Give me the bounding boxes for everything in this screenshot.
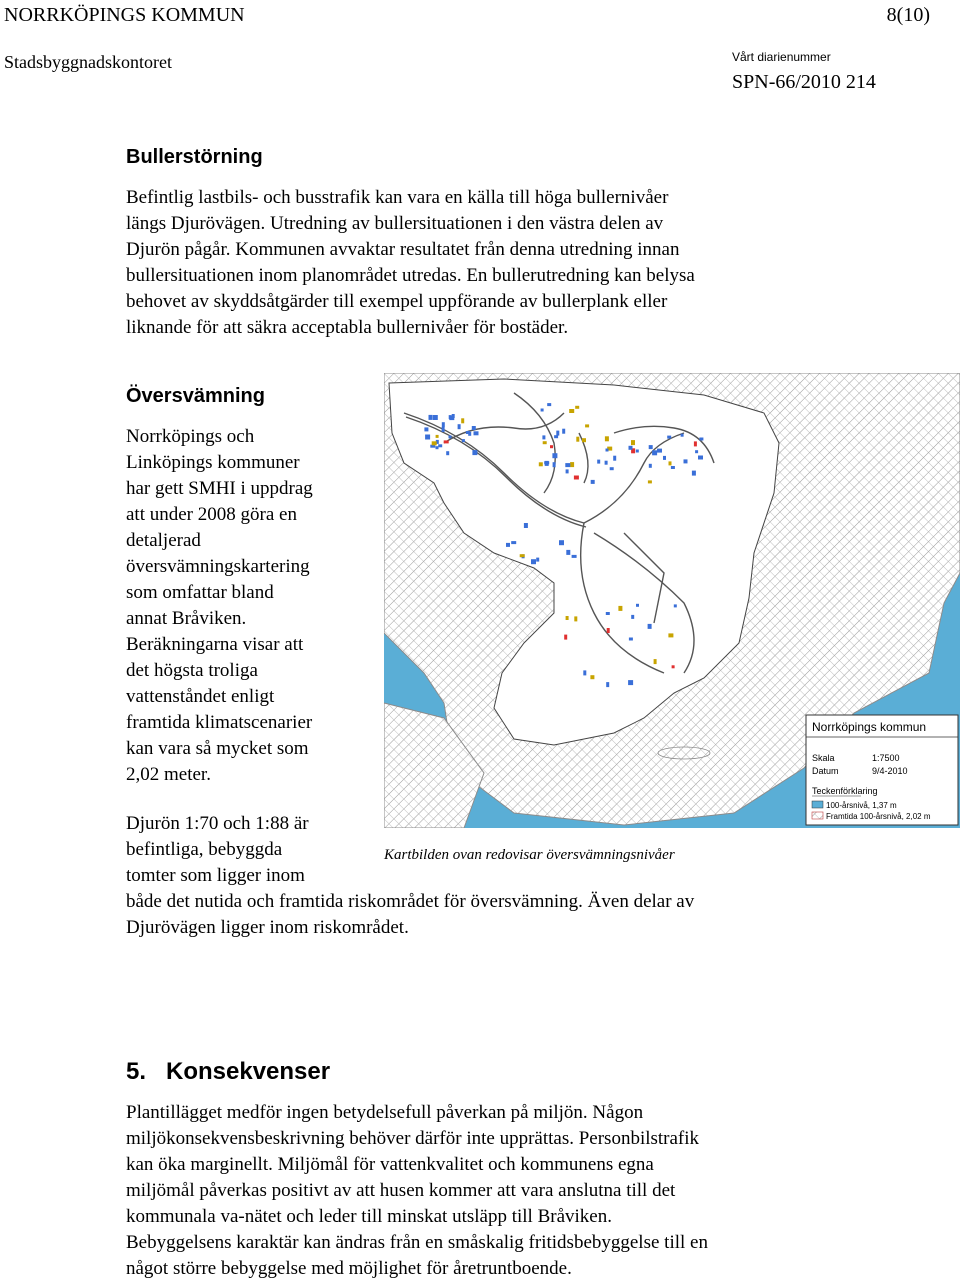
house-marker xyxy=(684,459,688,463)
house-marker xyxy=(536,558,539,562)
house-marker xyxy=(466,431,470,434)
text-line: Djurövägen ligger inom riskområdet. xyxy=(126,917,409,938)
house-marker xyxy=(458,424,461,429)
house-marker xyxy=(672,665,675,668)
house-marker xyxy=(446,451,449,455)
house-marker xyxy=(542,435,545,439)
house-marker xyxy=(442,427,445,432)
text-line: Plantillägget medför ingen betydelsefull påverkan på miljön. Någon xyxy=(126,1102,644,1123)
house-marker xyxy=(461,418,464,423)
text-line: något större bebyggelse med möjlighet för åretruntboende. xyxy=(126,1258,572,1279)
house-marker xyxy=(576,437,579,442)
office-name: Stadsbyggnadskontoret xyxy=(4,52,172,72)
section-heading-oversvamning: Översvämning xyxy=(126,385,265,407)
text-line: Djurön 1:70 och 1:88 är xyxy=(126,813,309,834)
house-marker xyxy=(657,449,662,453)
date-value: 9/4-2010 xyxy=(872,766,908,776)
house-marker xyxy=(575,406,579,409)
house-marker xyxy=(562,429,565,434)
house-marker xyxy=(569,409,574,413)
text-line: kan öka marginellt. Miljömål för vattenkvalitet och kommunens egna xyxy=(126,1154,654,1175)
text-line: framtida klimatscenarier xyxy=(126,712,313,733)
house-marker xyxy=(438,444,442,447)
house-marker xyxy=(667,436,671,439)
house-marker xyxy=(629,638,633,641)
house-marker xyxy=(520,554,525,557)
house-marker xyxy=(472,450,477,455)
house-marker xyxy=(649,464,652,468)
text-line: översvämningskartering xyxy=(126,556,310,577)
house-marker xyxy=(543,441,547,444)
house-marker xyxy=(449,435,452,438)
house-marker xyxy=(436,446,439,449)
legend-swatch-100ar xyxy=(812,801,823,808)
text-line: Bebyggelsens karaktär kan ändras från en småskalig fritidsbebyggelse till en xyxy=(126,1232,708,1253)
text-line: Beräkningarna visar att xyxy=(126,634,304,655)
house-marker xyxy=(572,555,577,558)
text-line: tomter som ligger inom xyxy=(126,865,305,886)
house-marker xyxy=(629,446,633,450)
text-line: Djurön pågår. Kommunen avvaktar resultatet från denna utredning innan xyxy=(126,239,680,260)
house-marker xyxy=(552,453,557,458)
house-marker xyxy=(631,615,634,619)
house-marker xyxy=(648,480,652,483)
text-line: det högsta troliga xyxy=(126,660,258,681)
flood-map xyxy=(384,373,960,828)
house-marker xyxy=(636,604,639,607)
section-heading-konsekvenser: Konsekvenser xyxy=(166,1058,331,1085)
legend-title: Norrköpings kommun xyxy=(812,720,927,734)
legend-heading: Teckenförklaring xyxy=(812,786,878,796)
house-marker xyxy=(628,680,633,685)
house-marker xyxy=(545,461,549,466)
house-marker xyxy=(692,471,696,476)
text-line: detaljerad xyxy=(126,530,201,551)
text-line: Befintlig lastbils- och busstrafik kan vara en källa till höga bullernivåer xyxy=(126,187,669,208)
house-marker xyxy=(648,624,652,629)
house-marker xyxy=(449,415,452,419)
map-caption: Kartbilden ovan redovisar översvämningsnivåer xyxy=(384,847,675,863)
map-legend xyxy=(806,715,958,825)
house-marker xyxy=(699,438,703,441)
text-line: har gett SMHI i uppdrag xyxy=(126,478,313,499)
house-marker xyxy=(432,441,437,445)
house-marker xyxy=(474,431,479,435)
text-line: liknande för att säkra acceptabla bullernivåer för bostäder. xyxy=(126,317,569,338)
house-marker xyxy=(669,461,672,465)
house-marker xyxy=(462,439,465,442)
house-marker xyxy=(671,466,675,469)
house-marker xyxy=(674,604,677,607)
house-marker xyxy=(539,462,543,466)
house-marker xyxy=(574,476,579,480)
house-marker xyxy=(582,438,586,442)
islet xyxy=(658,747,710,759)
house-marker xyxy=(631,440,635,445)
house-marker xyxy=(425,435,430,440)
house-marker xyxy=(605,436,609,441)
page-number: 8(10) xyxy=(886,4,930,26)
text-line: annat Bråviken. xyxy=(126,608,247,629)
house-marker xyxy=(564,635,567,640)
section-number: 5. xyxy=(126,1058,147,1085)
house-marker xyxy=(610,467,614,470)
house-marker xyxy=(607,628,610,633)
house-marker xyxy=(444,440,449,443)
house-marker xyxy=(618,606,622,611)
text-line: bullersituationen inom planområdet utredas. En bullerutredning kan belysa xyxy=(126,265,695,286)
house-marker xyxy=(506,543,510,547)
house-marker xyxy=(606,449,609,452)
house-marker xyxy=(597,460,600,464)
house-marker xyxy=(654,659,657,664)
house-marker xyxy=(681,434,684,437)
house-marker xyxy=(553,462,556,467)
text-line: Norrköpings och xyxy=(126,426,255,447)
legend-item-framtida: Framtida 100-årsnivå, 2,02 m xyxy=(826,812,931,821)
text-line: som omfattar bland xyxy=(126,582,274,603)
house-marker xyxy=(566,550,570,555)
house-marker xyxy=(541,409,544,412)
text-line: vattenståndet enligt xyxy=(126,686,275,707)
text-line: behovet av skyddsåtgärder till exempel uppförande av bullerplank eller xyxy=(126,291,668,312)
house-marker xyxy=(452,414,455,418)
house-marker xyxy=(436,435,439,438)
house-marker xyxy=(668,633,673,637)
house-marker xyxy=(649,445,653,449)
house-marker xyxy=(566,469,569,473)
house-marker xyxy=(585,424,589,427)
text-line: att under 2008 göra en xyxy=(126,504,297,525)
text-line: längs Djurövägen. Utredning av bullersituationen i den västra delen av xyxy=(126,213,664,234)
text-line: befintliga, bebyggda xyxy=(126,839,283,860)
scale-value: 1:7500 xyxy=(872,753,900,763)
house-marker xyxy=(695,450,698,453)
section-heading-buller: Bullerstörning xyxy=(126,146,263,168)
text-line: miljökonsekvensbeskrivning behöver därför inte upprättas. Personbilstrafik xyxy=(126,1128,700,1149)
house-marker xyxy=(636,450,639,453)
house-marker xyxy=(606,682,609,687)
text-line: både det nutida och framtida riskområdet för översvämning. Även delar av xyxy=(126,891,695,912)
house-marker xyxy=(424,427,428,431)
text-line: miljömål påverkas positivt av att husen kommer att vara anslutna till det xyxy=(126,1180,676,1201)
house-marker xyxy=(583,670,586,675)
house-marker xyxy=(433,415,438,420)
house-marker xyxy=(524,523,528,528)
house-marker xyxy=(550,445,553,448)
house-marker xyxy=(698,456,703,460)
house-marker xyxy=(472,426,476,430)
house-marker xyxy=(605,461,608,465)
house-marker xyxy=(531,559,536,564)
house-marker xyxy=(566,616,569,620)
house-marker xyxy=(570,462,574,467)
scale-label: Skala xyxy=(812,753,835,763)
house-marker xyxy=(613,456,616,461)
house-marker xyxy=(511,541,516,544)
reference-number: SPN-66/2010 214 xyxy=(732,71,876,93)
reference-label: Vårt diarienummer xyxy=(732,50,831,64)
house-marker xyxy=(694,441,697,446)
text-line: 2,02 meter. xyxy=(126,764,211,785)
text-line: kommunala va-nätet och leder till minskat utsläpp till Bråviken. xyxy=(126,1206,612,1227)
legend-swatch-framtida xyxy=(812,812,823,819)
legend-item-100ar: 100-årsnivå, 1,37 m xyxy=(826,801,897,810)
house-marker xyxy=(574,616,577,621)
house-marker xyxy=(559,540,564,545)
house-marker xyxy=(429,415,433,420)
house-marker xyxy=(591,480,595,484)
house-marker xyxy=(554,435,558,438)
date-label: Datum xyxy=(812,766,839,776)
house-marker xyxy=(663,456,666,460)
house-marker xyxy=(565,463,570,467)
house-marker xyxy=(652,450,657,455)
house-marker xyxy=(556,431,559,436)
house-marker xyxy=(442,422,445,427)
house-marker xyxy=(606,612,610,615)
house-marker xyxy=(590,675,594,679)
municipality-name: NORRKÖPINGS KOMMUN xyxy=(4,4,245,26)
text-line: kan vara så mycket som xyxy=(126,738,309,759)
house-marker xyxy=(547,403,551,406)
text-line: Linköpings kommuner xyxy=(126,452,300,473)
